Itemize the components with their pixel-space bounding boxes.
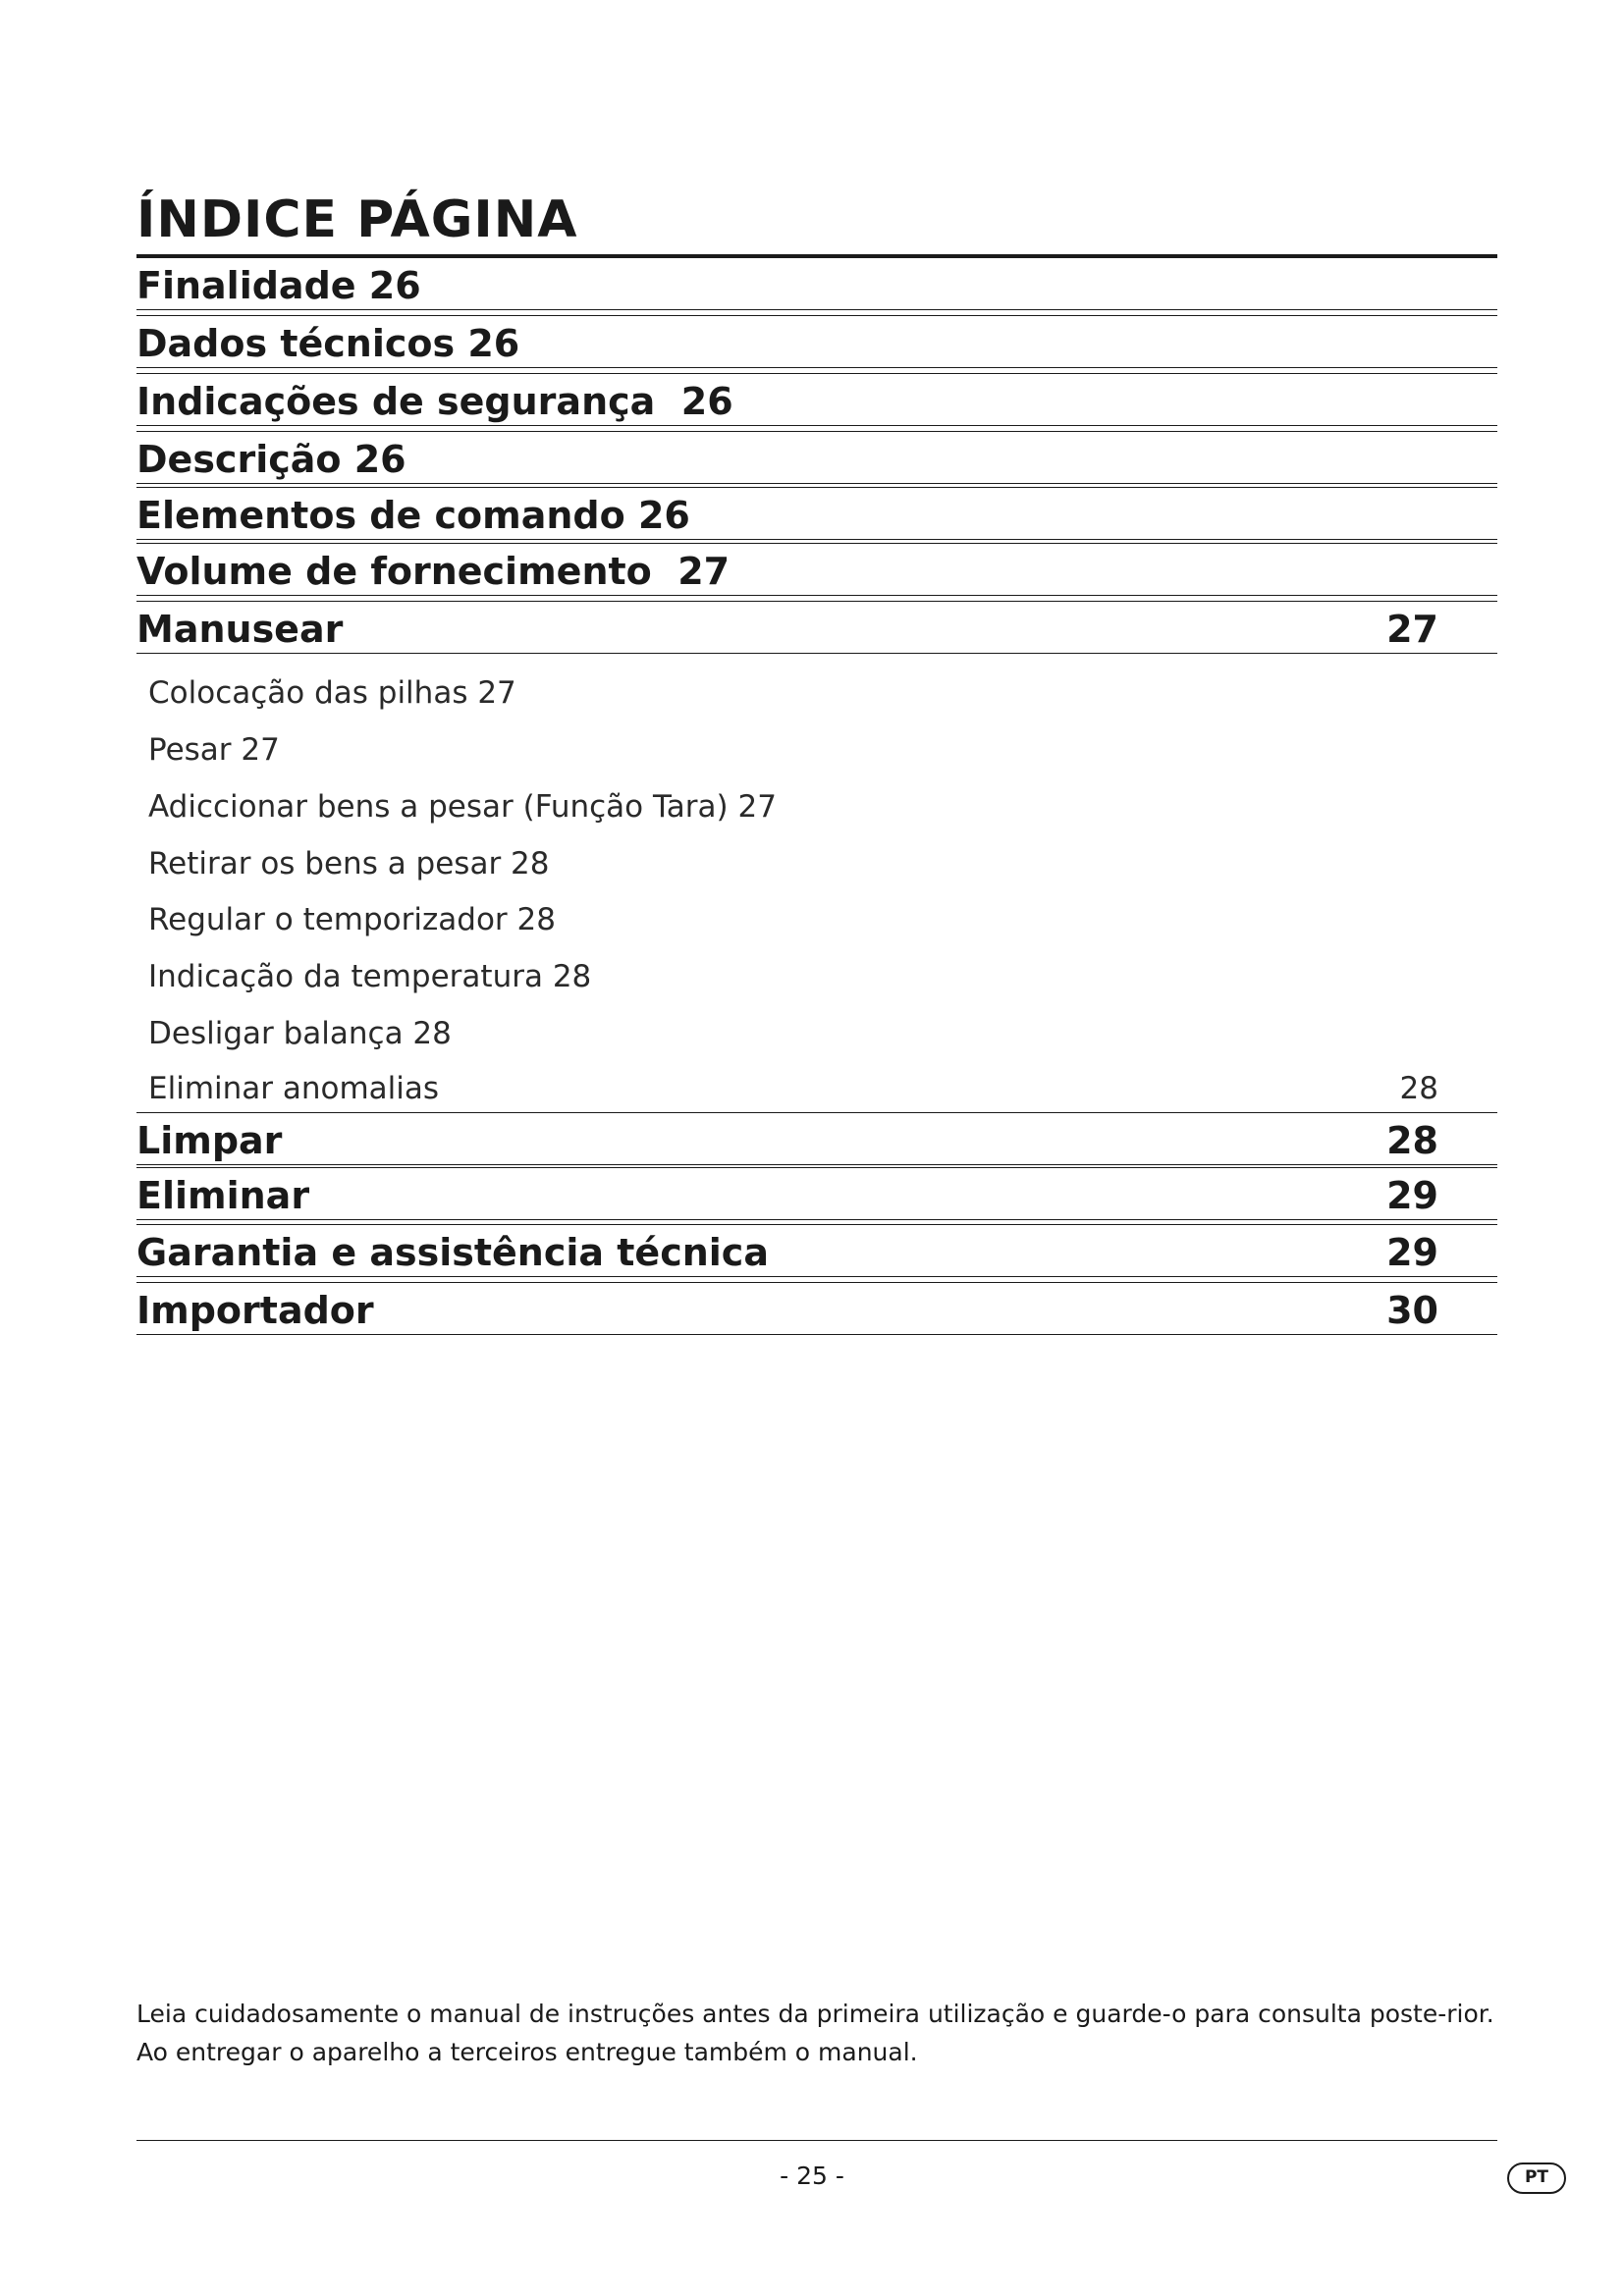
toc-entry-label: Desligar balança 28 xyxy=(148,1016,452,1051)
toc-section-entry xyxy=(136,431,1497,484)
toc-subsection-entry xyxy=(148,1069,1497,1108)
toc-entry-label: Regular o temporizador 28 xyxy=(148,902,556,937)
toc-entry-label: Eliminar xyxy=(136,1174,310,1217)
toc-subsection-entry xyxy=(148,900,1497,939)
instructions-note: Leia cuidadosamente o manual de instruções antes da primeira utilização e guarde-o para consulta poste-rior. Ao entregar o aparelho a terceiros entregue também o manual. xyxy=(136,2000,1494,2066)
toc-section-entry xyxy=(136,487,1497,540)
toc-entry-label: Dados técnicos 26 xyxy=(136,322,520,365)
toc-subsection-entry xyxy=(148,1014,1497,1053)
toc-section-entry xyxy=(136,1112,1497,1165)
toc-entry-page-number: 28 xyxy=(1386,1119,1438,1162)
toc-section-entry xyxy=(136,257,1497,310)
toc-subsection-entry xyxy=(148,844,1497,883)
toc-entry-label: Volume de fornecimento 27 xyxy=(136,550,731,593)
toc-section-entry xyxy=(136,373,1497,426)
toc-entry-page-number: 29 xyxy=(1386,1174,1438,1217)
toc-section-entry xyxy=(136,601,1497,654)
toc-entry-label: Importador xyxy=(136,1289,374,1332)
toc-entry-label: Retirar os bens a pesar 28 xyxy=(148,846,550,881)
toc-entry-page-number: 28 xyxy=(1399,1071,1438,1106)
toc-entry-label: Pesar 27 xyxy=(148,732,280,768)
toc-entry-page-number: 27 xyxy=(1386,608,1438,651)
toc-entry-label: Garantia e assistência técnica xyxy=(136,1231,769,1274)
toc-subsection-entry xyxy=(148,787,1497,827)
toc-section-entry xyxy=(136,1167,1497,1220)
toc-entry-label: Indicação da temperatura 28 xyxy=(148,959,592,994)
toc-entry-label: Colocação das pilhas 27 xyxy=(148,675,516,711)
toc-section-entry xyxy=(136,1224,1497,1277)
toc-subsection-entry xyxy=(148,957,1497,996)
language-badge: PT xyxy=(1507,2163,1566,2194)
toc-entry-page-number: 29 xyxy=(1386,1231,1438,1274)
toc-subsection-entry xyxy=(148,730,1497,770)
toc-section-entry xyxy=(136,315,1497,368)
toc-entry-label: Elementos de comando 26 xyxy=(136,494,690,537)
toc-subsection-entry xyxy=(148,673,1497,713)
toc-entry-label: Descrição 26 xyxy=(136,438,406,481)
toc-entry-label: Eliminar anomalias xyxy=(148,1071,440,1106)
toc-entry-label: Manusear xyxy=(136,608,344,651)
toc-entry-label: Limpar xyxy=(136,1119,283,1162)
toc-entry-label: Finalidade 26 xyxy=(136,264,421,307)
toc-entry-page-number: 30 xyxy=(1386,1289,1438,1332)
toc-entry-label: Adiccionar bens a pesar (Função Tara) 27 xyxy=(148,789,777,825)
toc-entry-label: Indicações de segurança 26 xyxy=(136,380,733,423)
footer-divider xyxy=(136,2140,1497,2141)
toc-section-entry xyxy=(136,543,1497,596)
page-title: ÍNDICE PÁGINA xyxy=(136,190,578,249)
toc-section-entry xyxy=(136,1282,1497,1335)
page-number: - 25 - xyxy=(780,2162,844,2190)
